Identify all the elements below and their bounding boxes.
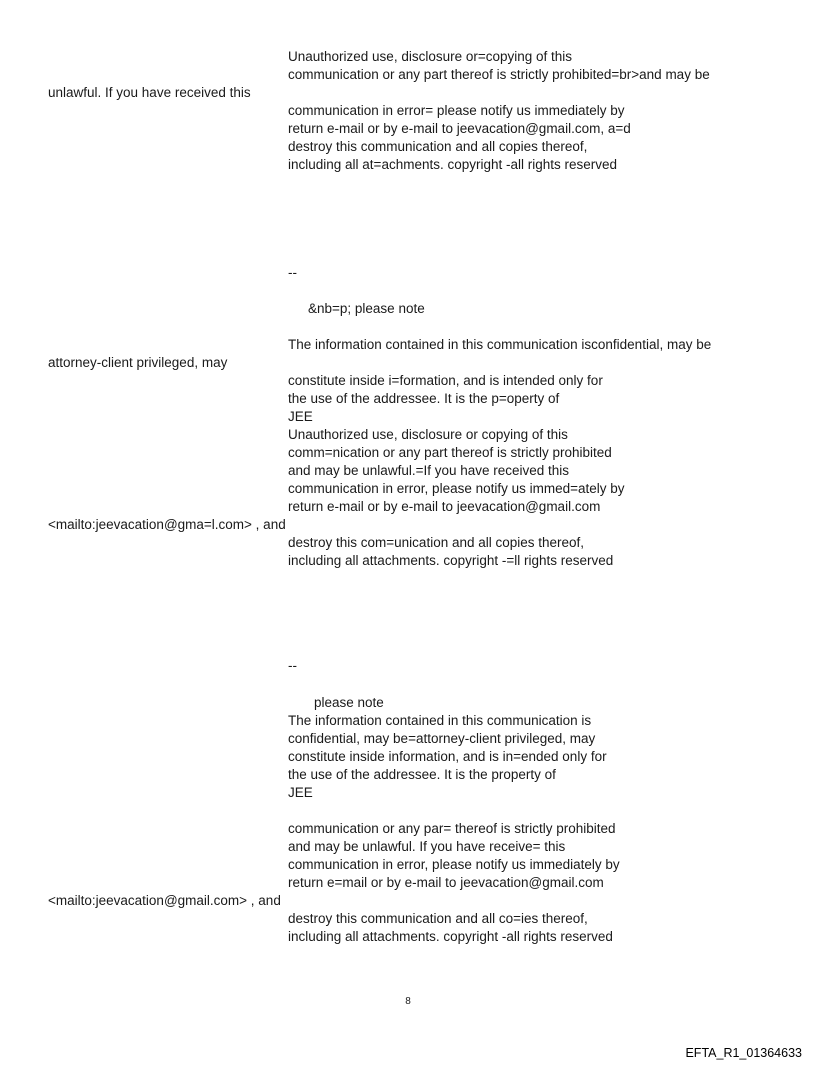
block2-line3: the use of the addressee. It is the p=operty of xyxy=(288,391,560,406)
block1-line5: destroy this communication and all copies thereof, xyxy=(288,139,588,154)
block2-left-line1: attorney-client privileged, may xyxy=(48,355,228,370)
block3-line1: The information contained in this communication is xyxy=(288,713,592,728)
block3-line8: communication in error, please notify us immediately by xyxy=(288,857,620,872)
block2-line4: JEE xyxy=(288,409,313,424)
block1-line2: communication or any part thereof is strictly prohibited=br>and may be xyxy=(288,67,710,82)
block2-left-line2: <mailto:jeevacation@gma=l.com> , and xyxy=(48,517,286,532)
block2-line1: The information contained in this communication isconfidential, may be xyxy=(288,337,712,352)
block3-line7: and may be unlawful. If you have receive= this xyxy=(288,839,566,854)
block1-line4: return e-mail or by e-mail to jeevacation@gmail.com, a=d xyxy=(288,121,631,136)
block2-line5: Unauthorized use, disclosure or copying of this xyxy=(288,427,568,442)
block3-line5: JEE xyxy=(288,785,313,800)
block3-left-line: <mailto:jeevacation@gmail.com> , and xyxy=(48,893,281,908)
block3-heading: please note xyxy=(314,695,384,710)
block2-line11: including all attachments. copyright -=ll rights reserved xyxy=(288,553,614,568)
block1-left-line: unlawful. If you have received this xyxy=(48,85,251,100)
block2-line10: destroy this com=unication and all copies thereof, xyxy=(288,535,585,550)
block3-line11: including all attachments. copyright -all rights reserved xyxy=(288,929,613,944)
block3-line10: destroy this communication and all co=ies thereof, xyxy=(288,911,588,926)
block3-separator: -- xyxy=(288,658,297,673)
block3-line6: communication or any par= thereof is strictly prohibited xyxy=(288,821,616,836)
block1-line3: communication in error= please notify us immediately by xyxy=(288,103,625,118)
block3-line9: return e=mail or by e-mail to jeevacation@gmail.com xyxy=(288,875,604,890)
block1-line6: including all at=achments. copyright -all rights reserved xyxy=(288,157,618,172)
block2-line8: communication in error, please notify us immed=ately by xyxy=(288,481,625,496)
block3-line4: the use of the addressee. It is the property of xyxy=(288,767,556,782)
block2-line9: return e-mail or by e-mail to jeevacation@gmail.com xyxy=(288,499,601,514)
block2-line2: constitute inside i=formation, and is intended only for xyxy=(288,373,603,388)
document-id: EFTA_R1_01364633 xyxy=(685,1046,802,1060)
block3-line3: constitute inside information, and is in=ended only for xyxy=(288,749,607,764)
block2-line6: comm=nication or any part thereof is strictly prohibited xyxy=(288,445,612,460)
block1-line1: Unauthorized use, disclosure or=copying of this xyxy=(288,49,573,64)
block2-separator: -- xyxy=(288,265,297,280)
page-number: 8 xyxy=(405,996,411,1007)
block2-line7: and may be unlawful.=If you have received this xyxy=(288,463,570,478)
block3-line2: confidential, may be=attorney-client privileged, may xyxy=(288,731,596,746)
block2-heading: &nb=p; please note xyxy=(308,301,425,316)
